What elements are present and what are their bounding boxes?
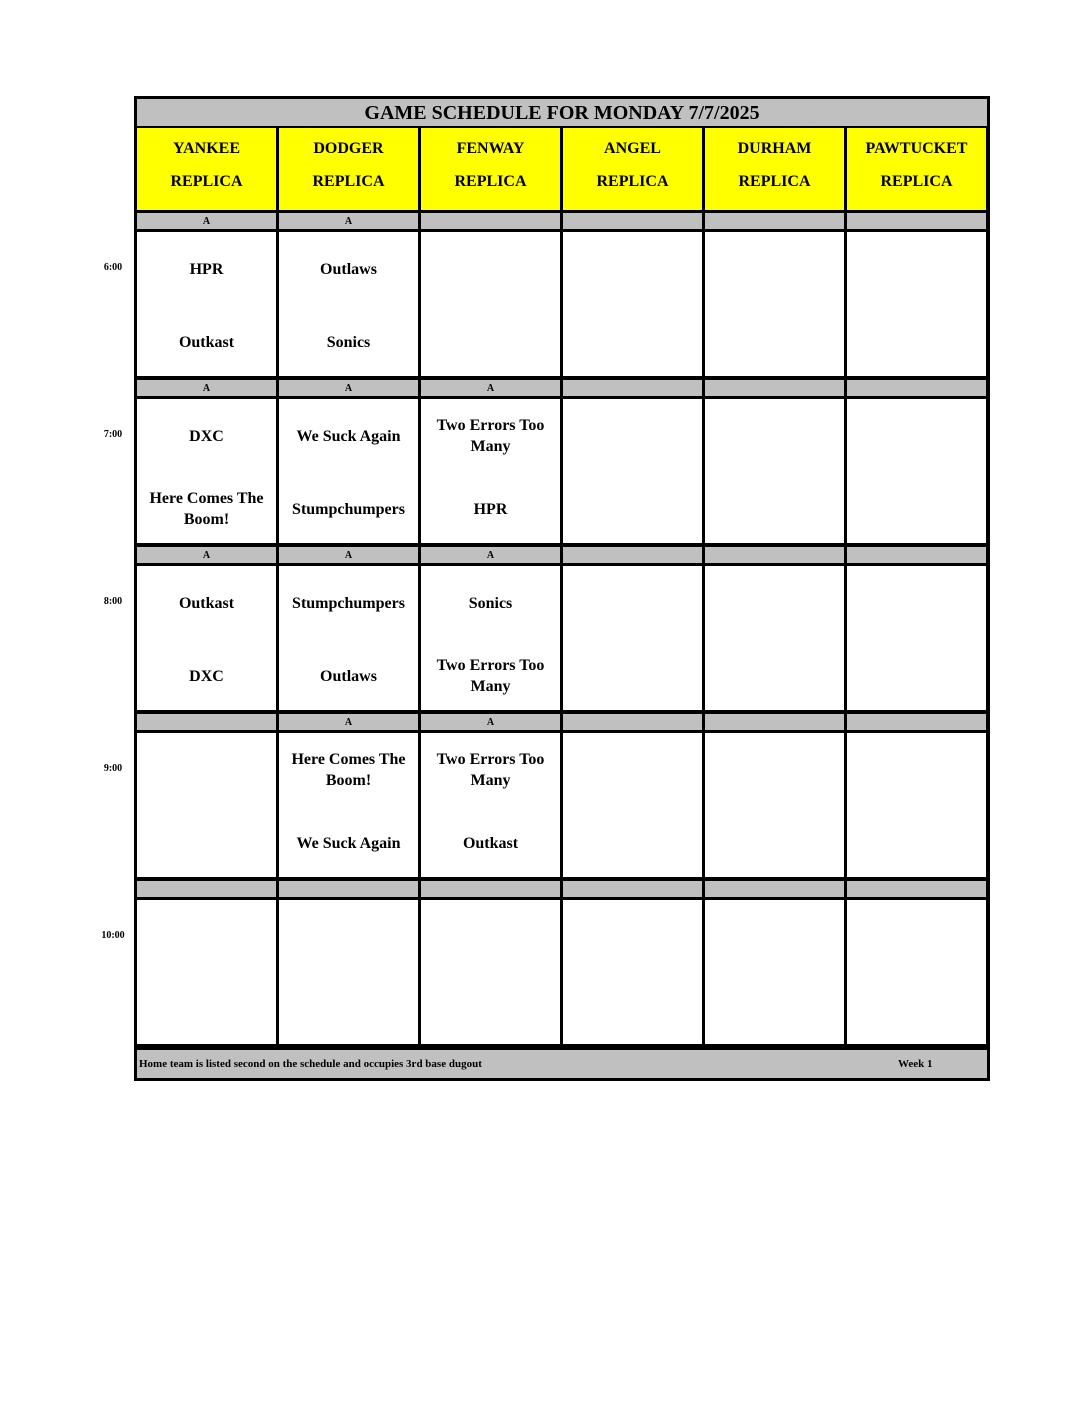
home-team [851, 987, 982, 1033]
away-team: Here Comes The Boom! [291, 751, 406, 789]
game-cell [421, 399, 560, 543]
game-cell [137, 566, 276, 710]
game-cell [421, 900, 560, 1044]
game-cell [563, 399, 702, 543]
game-cell [421, 566, 560, 710]
field-header-yankee [137, 128, 276, 210]
away-team [425, 914, 556, 960]
game-cell [847, 566, 986, 710]
game-cell [705, 566, 844, 710]
field-header-pawtucket [847, 128, 986, 210]
field-header-angel [563, 128, 702, 210]
game-cell [847, 399, 986, 543]
away-team: Stumpchumpers [292, 594, 405, 612]
away-team [851, 246, 982, 292]
game-cell [847, 733, 986, 877]
game-cell [137, 232, 276, 376]
game-cell [421, 733, 560, 877]
slot-marker-bar [563, 380, 702, 396]
away-team: Sonics [468, 594, 513, 612]
away-team [709, 747, 840, 793]
home-team [851, 319, 982, 365]
game-cell [563, 566, 702, 710]
slot-marker-bar: A [279, 714, 418, 730]
slot-marker-bar: A [279, 213, 418, 229]
away-team: Outkast [178, 594, 235, 612]
slot-marker-bar [137, 714, 276, 730]
field-name: DURHAM [737, 140, 812, 157]
home-team: Outkast [462, 834, 519, 852]
away-team [567, 914, 698, 960]
home-team [567, 486, 698, 532]
game-cell [137, 900, 276, 1044]
field-subtitle: REPLICA [170, 173, 243, 190]
away-team: We Suck Again [296, 427, 401, 445]
home-team: Here Comes The Boom! [149, 490, 264, 528]
field-name: PAWTUCKET [865, 140, 968, 157]
slot-marker-bar [705, 213, 844, 229]
home-team: Sonics [326, 333, 371, 351]
home-team [567, 820, 698, 866]
home-team [709, 653, 840, 699]
home-team: DXC [189, 667, 224, 685]
home-team: Outkast [178, 333, 235, 351]
away-team [709, 246, 840, 292]
slot-marker-bar [563, 881, 702, 897]
time-label: 9:00 [103, 763, 123, 774]
away-team [851, 914, 982, 960]
away-team: Two Errors Too Many [436, 751, 545, 789]
slot-marker-bar: A [421, 380, 560, 396]
slot-marker-bar [279, 881, 418, 897]
home-team [851, 820, 982, 866]
slot-marker-bar [847, 213, 986, 229]
home-team [141, 820, 272, 866]
home-team [425, 987, 556, 1033]
slot-marker-bar [563, 547, 702, 563]
game-cell [137, 399, 276, 543]
home-team [567, 987, 698, 1033]
slot-marker-bar: A [421, 547, 560, 563]
away-team [567, 580, 698, 626]
away-team [851, 580, 982, 626]
slot-marker-bar: A [137, 547, 276, 563]
home-team: Two Errors Too Many [436, 657, 545, 695]
slot-marker-bar [563, 213, 702, 229]
away-team [567, 747, 698, 793]
away-team [851, 413, 982, 459]
slot-marker-bar [705, 380, 844, 396]
game-cell [705, 232, 844, 376]
slot-marker-bar [705, 714, 844, 730]
home-team [425, 319, 556, 365]
game-cell [563, 232, 702, 376]
time-label: 6:00 [103, 262, 123, 273]
home-team [851, 486, 982, 532]
field-subtitle: REPLICA [596, 173, 669, 190]
home-team: Stumpchumpers [292, 500, 405, 518]
slot-marker-bar: A [421, 714, 560, 730]
home-team [567, 653, 698, 699]
home-team [567, 319, 698, 365]
footer-note: Home team is listed second on the schedule and occupies 3rd base dugout [139, 1058, 482, 1070]
game-cell [847, 900, 986, 1044]
home-team [141, 987, 272, 1033]
away-team: Two Errors Too Many [436, 417, 545, 455]
field-subtitle: REPLICA [454, 173, 527, 190]
field-name: FENWAY [456, 140, 525, 157]
home-team [709, 987, 840, 1033]
slot-marker-bar [421, 213, 560, 229]
away-team [709, 413, 840, 459]
game-cell [705, 900, 844, 1044]
slot-marker-bar: A [137, 213, 276, 229]
schedule-title: GAME SCHEDULE FOR MONDAY 7/7/2025 [137, 99, 987, 126]
home-team: HPR [473, 500, 508, 518]
field-header-durham [705, 128, 844, 210]
field-name: DODGER [313, 140, 384, 157]
game-cell [279, 232, 418, 376]
slot-marker-bar: A [137, 380, 276, 396]
field-name: YANKEE [173, 140, 240, 157]
away-team [851, 747, 982, 793]
game-cell [563, 733, 702, 877]
game-cell [705, 733, 844, 877]
game-cell [137, 733, 276, 877]
field-header-dodger [279, 128, 418, 210]
away-team [283, 914, 414, 960]
home-team [851, 653, 982, 699]
field-name: ANGEL [604, 140, 661, 157]
slot-marker-bar [847, 881, 986, 897]
home-team [283, 987, 414, 1033]
slot-marker-bar: A [279, 547, 418, 563]
game-cell [563, 900, 702, 1044]
field-subtitle: REPLICA [880, 173, 953, 190]
game-cell [279, 399, 418, 543]
home-team [709, 820, 840, 866]
game-cell [421, 232, 560, 376]
away-team [709, 580, 840, 626]
slot-marker-bar [847, 380, 986, 396]
time-label: 7:00 [103, 429, 123, 440]
slot-marker-bar [705, 547, 844, 563]
schedule-footer [137, 1050, 987, 1078]
away-team [567, 413, 698, 459]
away-team: Outlaws [320, 260, 377, 278]
game-cell [847, 232, 986, 376]
week-label: Week 1 [898, 1058, 933, 1070]
time-label: 10:00 [101, 930, 125, 941]
away-team [709, 914, 840, 960]
slot-marker-bar [847, 714, 986, 730]
slot-marker-bar [421, 881, 560, 897]
home-team [709, 486, 840, 532]
home-team: We Suck Again [296, 834, 401, 852]
home-team [709, 319, 840, 365]
field-subtitle: REPLICA [312, 173, 385, 190]
game-cell [279, 733, 418, 877]
away-team [567, 246, 698, 292]
away-team: DXC [189, 427, 224, 445]
slot-marker-bar: A [279, 380, 418, 396]
slot-marker-bar [563, 714, 702, 730]
schedule-table [134, 96, 990, 1081]
time-label: 8:00 [103, 596, 123, 607]
home-team: Outlaws [320, 667, 377, 685]
field-header-fenway [421, 128, 560, 210]
away-team [425, 246, 556, 292]
game-cell [279, 900, 418, 1044]
away-team [141, 914, 272, 960]
game-cell [279, 566, 418, 710]
away-team: HPR [189, 260, 224, 278]
field-subtitle: REPLICA [738, 173, 811, 190]
slot-marker-bar [847, 547, 986, 563]
slot-marker-bar [705, 881, 844, 897]
away-team [141, 747, 272, 793]
slot-marker-bar [137, 881, 276, 897]
game-cell [705, 399, 844, 543]
